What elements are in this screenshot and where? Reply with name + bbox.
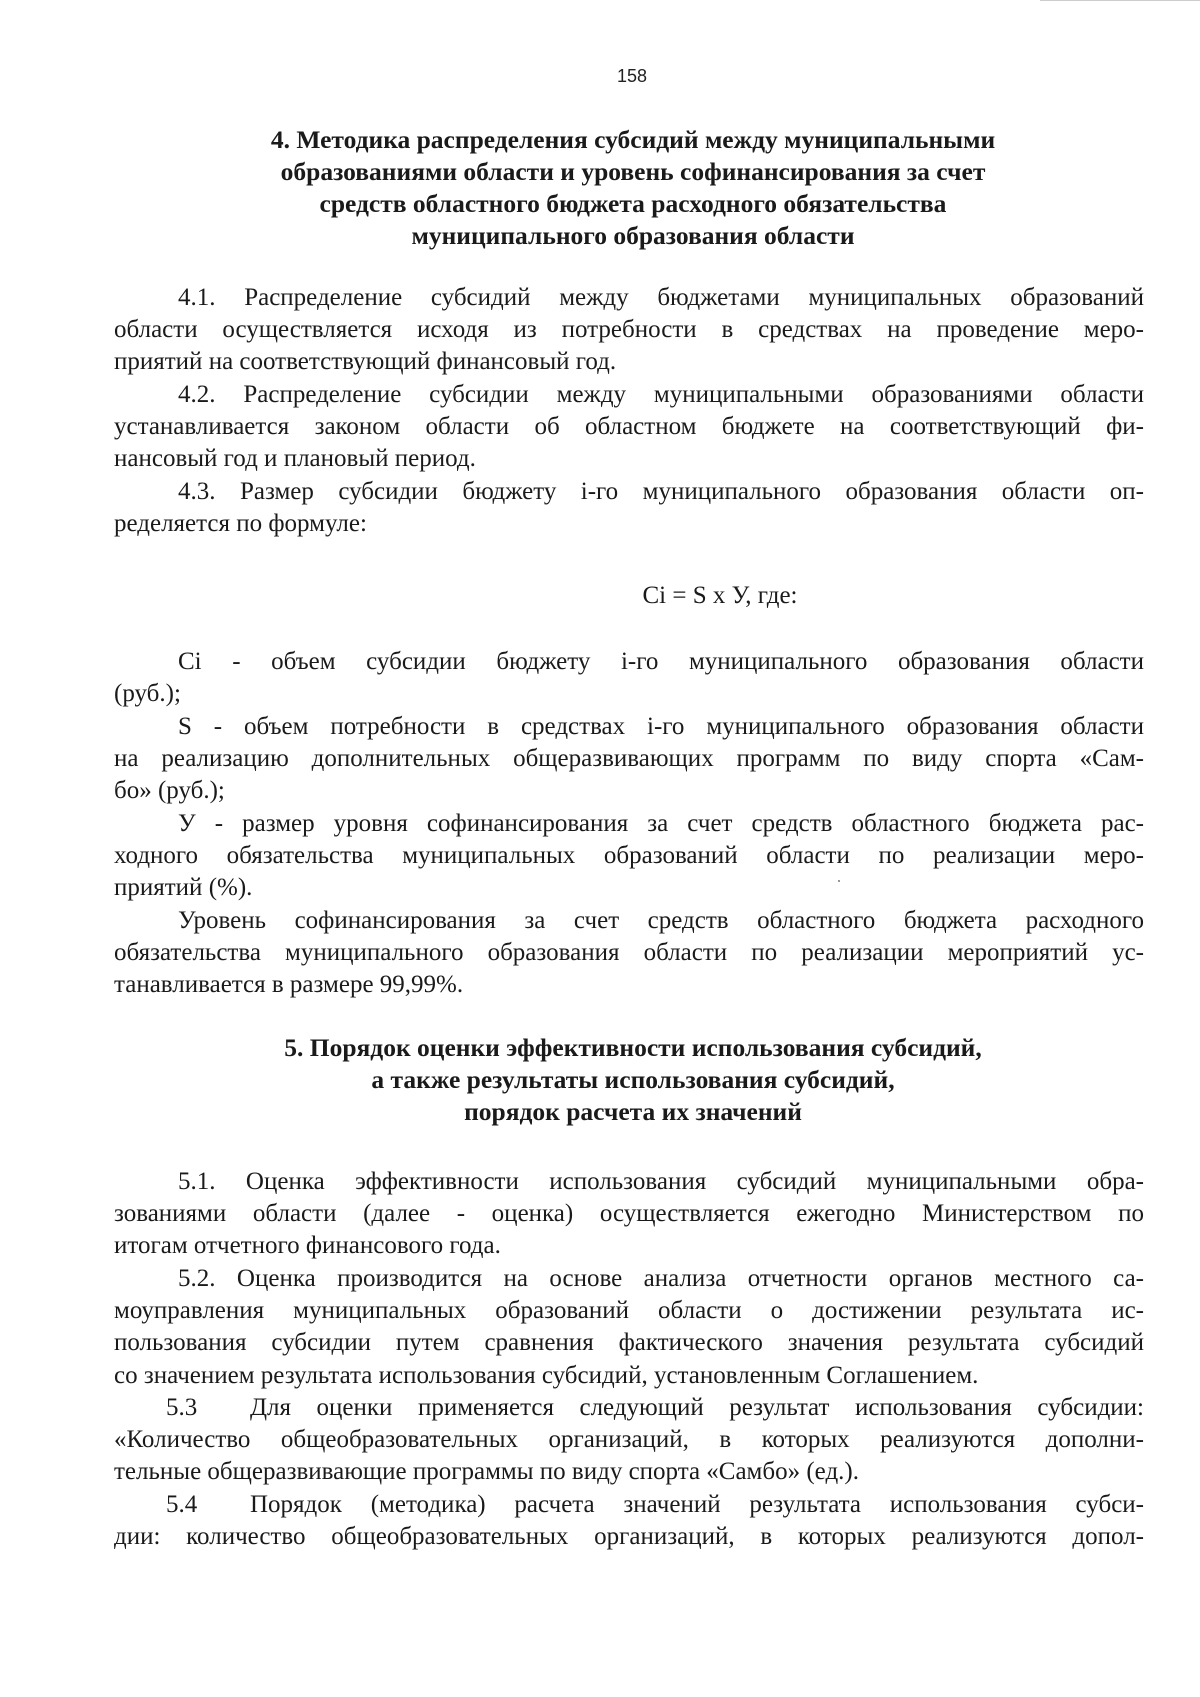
text-line: 4.2. Распределение субсидии между муниципальными образованиями области [178,381,1144,408]
text-line: 4.1. Распределение субсидий между бюджетами муниципальных образований [178,284,1144,311]
text-line: (руб.); [114,680,181,708]
heading-line: порядок расчета их значений [464,1097,802,1126]
heading-line: средств областного бюджета расходного обязательства [319,189,947,218]
paragraph-5-2 [114,1263,1144,1392]
text-line: ходного обязательства муниципальных образований области по реализации меро- [114,842,1144,870]
text-line: 5.1. Оценка эффективности использования субсидий муниципальными обра- [178,1168,1144,1195]
text-line: области осуществляется исходя из потребности в средствах на проведение меро- [114,316,1144,344]
paragraph-5-3 [114,1392,1144,1489]
paragraph-number: 5.3 [166,1394,198,1421]
definition-u [114,808,1144,905]
heading-line: 5. Порядок оценки эффективности использования субсидий, [284,1033,982,1062]
text-line: приятий (%). [114,874,253,902]
heading-line: а также результаты использования субсидий, [371,1065,895,1094]
section-5-heading [110,1032,1156,1128]
heading-line: образованиями области и уровень софинансирования за счет [280,157,986,186]
formula: Ci = S x У, где: [642,582,798,609]
heading-line: муниципального образования области [411,221,855,250]
text-line-content: Для оценки применяется следующий результат использования субсидии: [250,1394,1144,1421]
text-line: приятий на соответствующий финансовый год. [114,348,617,376]
text-line: на реализацию дополнительных общеразвивающих программ по виду спорта «Сам- [114,745,1144,773]
paragraph-4-1 [114,282,1144,379]
definition-s [114,711,1144,808]
text-line: тельные общеразвивающие программы по виду спорта «Самбо» (ед.). [114,1458,859,1486]
text-line: «Количество общеобразовательных организаций, в которых реализуются дополни- [114,1426,1144,1454]
text-line: зованиями области (далее - оценка) осуществляется ежегодно Министерством по [114,1200,1144,1228]
definition-ci [114,646,1144,710]
text-line: Уровень софинансирования за счет средств областного бюджета расходного [178,907,1144,934]
paragraph-cofinancing-level [114,905,1144,1002]
text-line: 4.3. Размер субсидии бюджету i-го муниципального образования области оп- [178,478,1144,505]
section-4-heading [110,124,1156,252]
text-line: нансовый год и плановый период. [114,445,476,473]
text-line: итогам отчетного финансового года. [114,1232,501,1260]
text-line: У - размер уровня софинансирования за счет средств областного бюджета рас- [178,810,1144,837]
text-line: моуправления муниципальных образований области о достижении результата ис- [114,1297,1144,1325]
paragraph-4-2 [114,379,1144,476]
text-line-content: Порядок (методика) расчета значений результата использования субси- [250,1491,1144,1518]
text-line: дии: количество общеобразовательных организаций, в которых реализуются допол- [114,1523,1144,1551]
text-line: Ci - объем субсидии бюджету i-го муниципального образования области [178,648,1144,675]
text-line: S - объем потребности в средствах i-го муниципального образования области [178,713,1144,740]
text-line: устанавливается законом области об областном бюджете на соответствующий фи- [114,413,1144,441]
scan-artifact [838,880,840,882]
heading-line: 4. Методика распределения субсидий между муниципальными [270,125,996,154]
paragraph-4-3 [114,476,1144,540]
paragraph-5-1 [114,1166,1144,1263]
text-line: ределяется по формуле: [114,510,367,538]
text-line: пользования субсидии путем сравнения фактического значения результата субсидий [114,1329,1144,1357]
text-line: 5.2. Оценка производится на основе анализа отчетности органов местного са- [178,1265,1144,1292]
scan-edge-mark [1040,0,1200,7]
text-line: бо» (руб.); [114,777,225,805]
paragraph-number: 5.4 [166,1491,198,1518]
text-line: танавливается в размере 99,99%. [114,971,464,999]
text-line: обязательства муниципального образования области по реализации мероприятий ус- [114,939,1144,967]
text-line: со значением результата использования субсидий, установленным Соглашением. [114,1361,979,1389]
text-line [114,1489,1144,1521]
text-line [114,1392,1144,1424]
page-number: 158 [616,66,648,86]
paragraph-5-4 [114,1489,1144,1553]
